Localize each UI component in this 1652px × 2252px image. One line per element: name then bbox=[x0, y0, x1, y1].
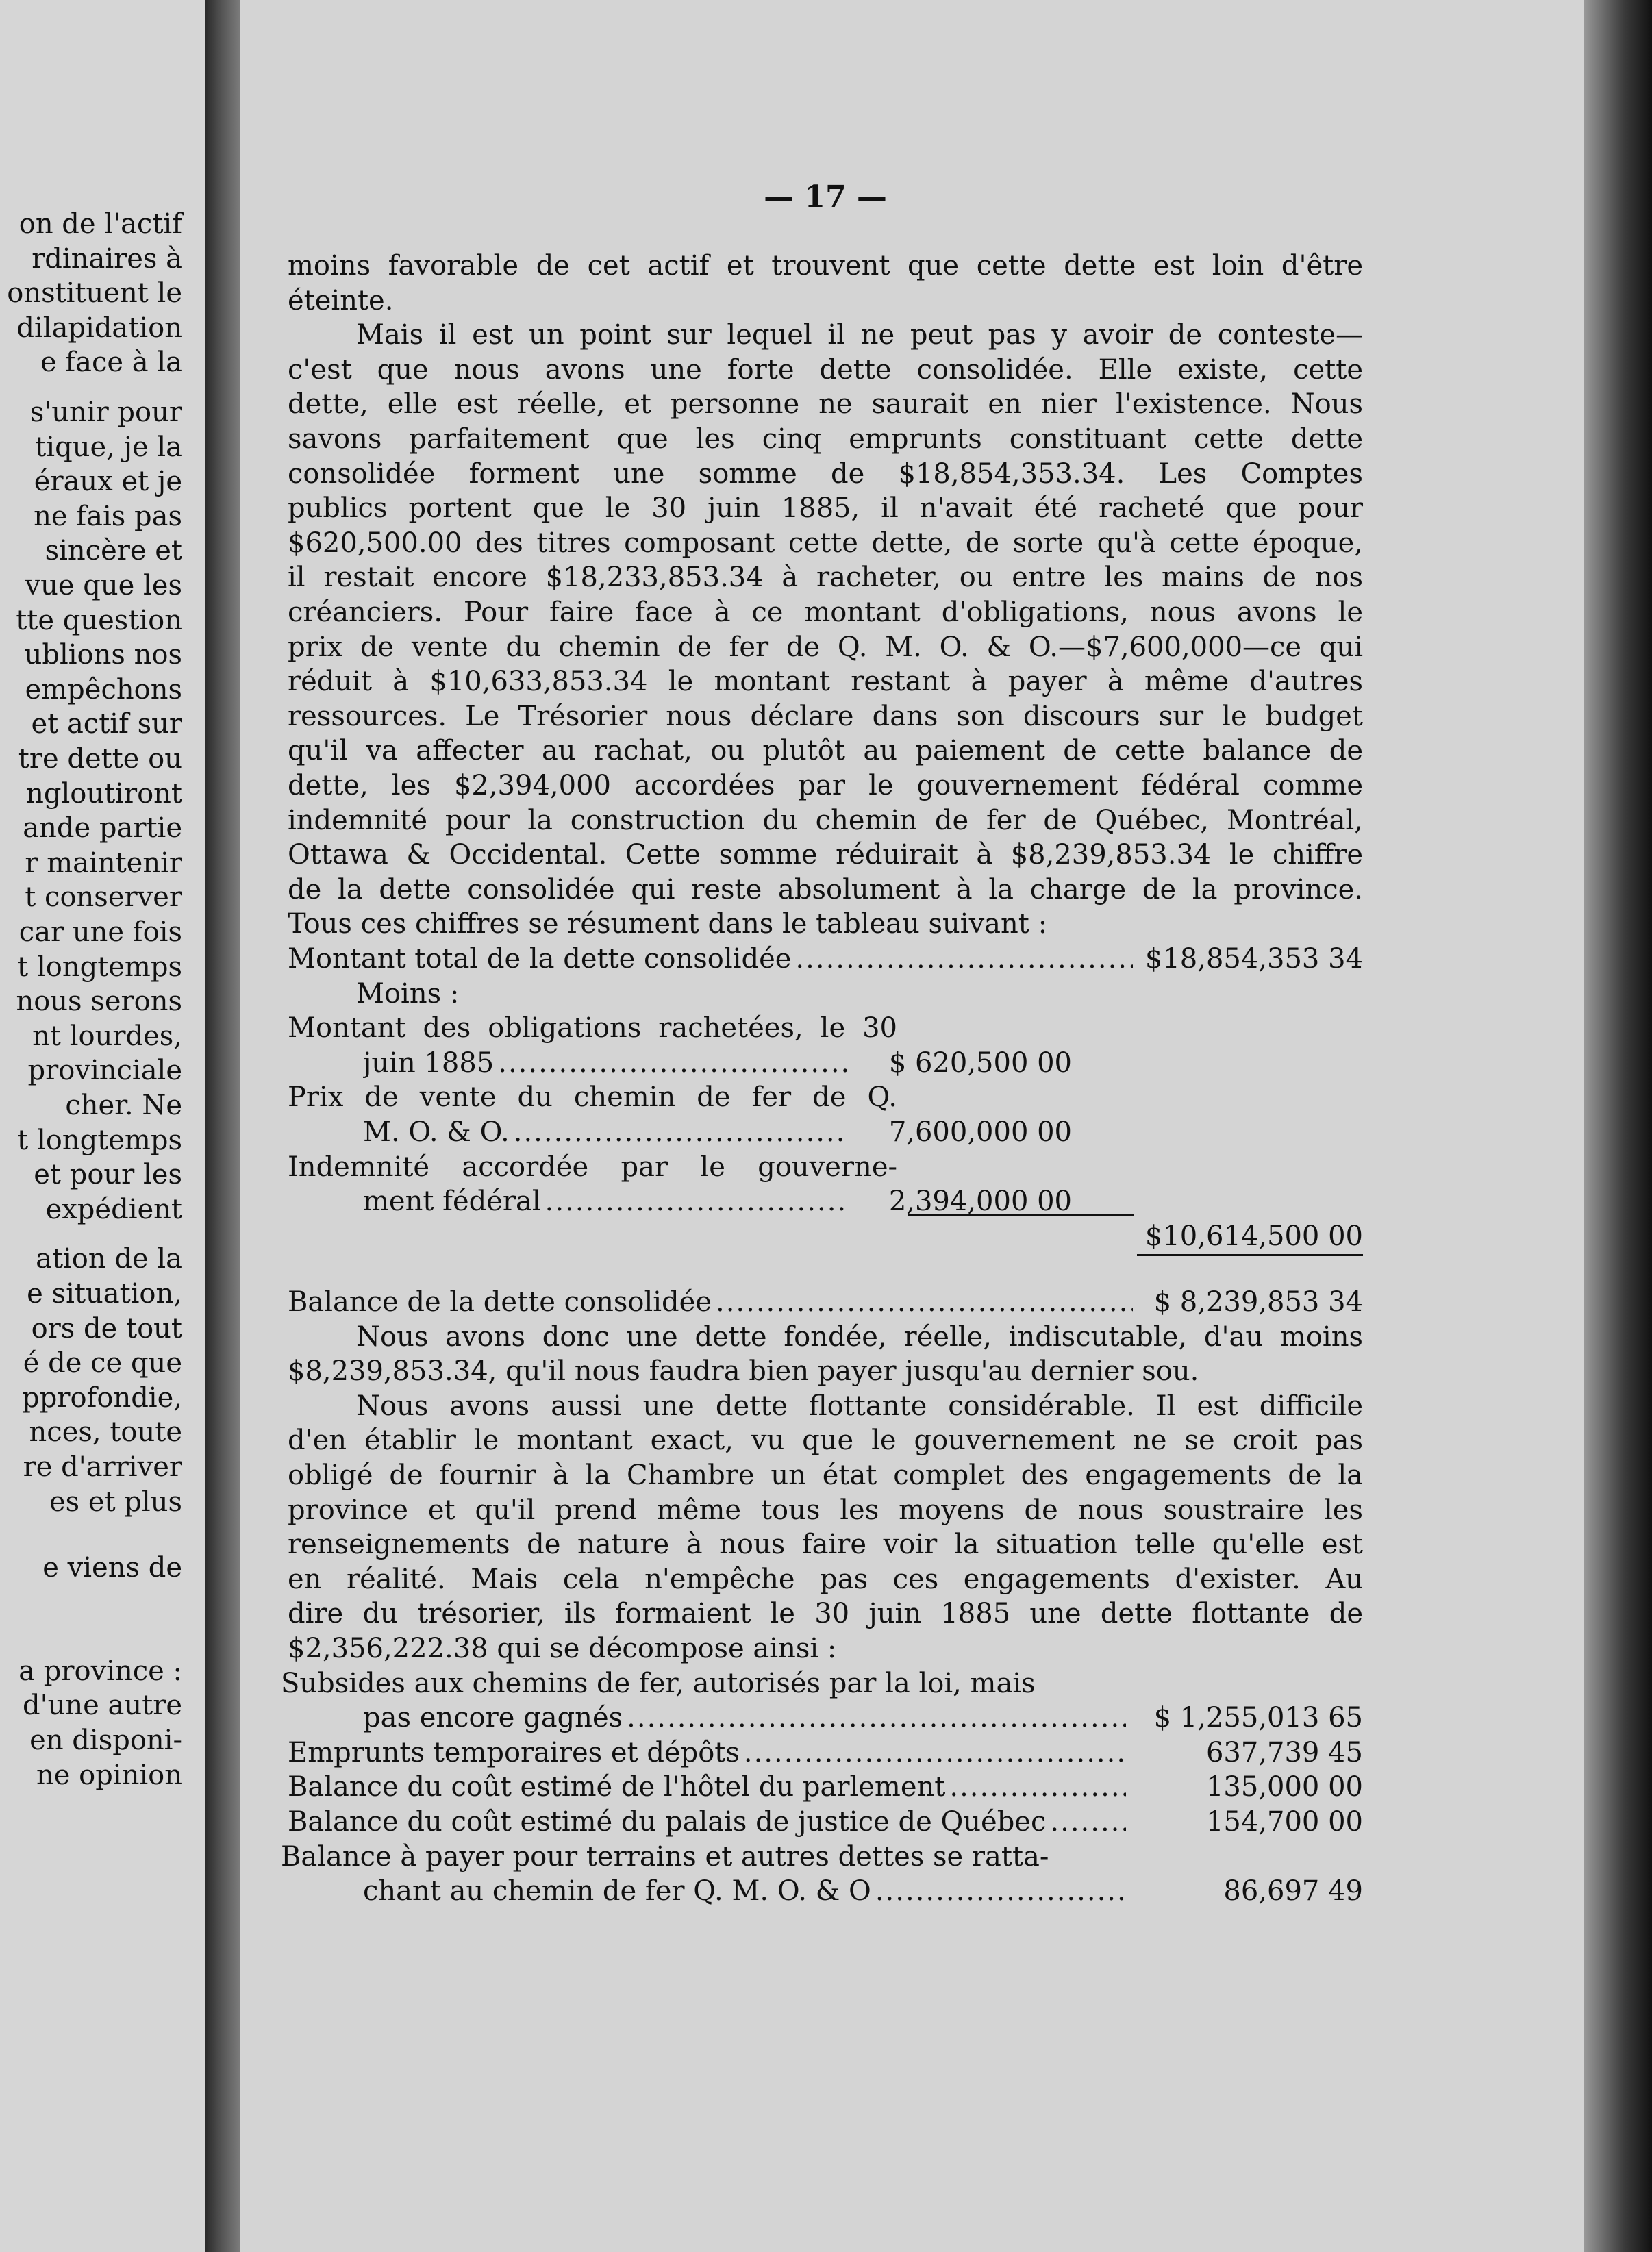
floating-debt-row-amount: 135,000 00 bbox=[1205, 1771, 1363, 1803]
leader-dots bbox=[498, 1045, 849, 1081]
floating-debt-label: Subsides aux chemins de fer, autorisés par la loi, mais bbox=[281, 1668, 1036, 1699]
left-page-fragment: re d'arriver bbox=[23, 1451, 182, 1483]
leader-dots bbox=[949, 1769, 1126, 1805]
left-page-fragment: d'une autre bbox=[23, 1690, 182, 1721]
left-page-fragment: empêchons bbox=[25, 674, 182, 705]
paragraph-line: Nous avons aussi une dette flottante considérable. Il est difficile bbox=[356, 1390, 1363, 1422]
paragraph-line: de la dette consolidée qui reste absolument à la charge de la province. bbox=[288, 874, 1363, 905]
left-page-fragment: e situation, bbox=[27, 1278, 182, 1310]
deduction-row-amount: 2,394,000 00 bbox=[888, 1186, 1072, 1217]
left-page-fragment: s'unir pour bbox=[29, 397, 182, 428]
floating-debt-row-label: Balance du coût estimé de l'hôtel du parlement bbox=[288, 1771, 946, 1803]
left-page-fragment: ande partie bbox=[23, 812, 182, 844]
paragraph-line: il restait encore $18,233,853.34 à racheter, ou entre les mains de nos bbox=[288, 562, 1363, 593]
left-page-fragment: tte question bbox=[16, 605, 182, 636]
floating-debt-row bbox=[288, 1769, 1363, 1805]
paragraph-line: dire du trésorier, ils formaient le 30 juin 1885 une dette flottante de bbox=[288, 1598, 1363, 1629]
paragraph-line: publics portent que le 30 juin 1885, il n'avait été racheté que pour bbox=[288, 492, 1363, 524]
left-page-fragment: on de l'actif bbox=[18, 208, 182, 240]
paragraph-line: c'est que nous avons une forte dette consolidée. Elle existe, cette bbox=[288, 354, 1363, 386]
left-page-fragment: vue que les bbox=[25, 570, 182, 601]
left-page-fragment: e face à la bbox=[40, 347, 182, 378]
left-page-fragment: ublions nos bbox=[24, 639, 182, 671]
left-page-fragment: t longtemps bbox=[17, 951, 182, 983]
paragraph-line: $8,239,853.34, qu'il nous faudra bien payer jusqu'au dernier sou. bbox=[288, 1355, 1199, 1387]
left-page-fragment: a province : bbox=[18, 1655, 182, 1687]
left-page-fragment: provinciale bbox=[27, 1055, 182, 1086]
leader-dots bbox=[716, 1284, 1133, 1320]
floating-debt-row bbox=[288, 1804, 1363, 1840]
left-page-fragment: en disponi- bbox=[29, 1725, 182, 1756]
floating-debt-row-amount: 637,739 45 bbox=[1205, 1737, 1363, 1768]
total-debt-row-amount: $18,854,353 34 bbox=[1144, 943, 1363, 975]
floating-debt-row-label: Emprunts temporaires et dépôts bbox=[288, 1737, 740, 1768]
page-number-line bbox=[288, 179, 1363, 215]
deduction-label: Prix de vente du chemin de fer de Q. bbox=[288, 1081, 897, 1113]
left-page-fragment: ne opinion bbox=[36, 1760, 182, 1791]
paragraph-line: $2,356,222.38 qui se décompose ainsi : bbox=[288, 1633, 837, 1664]
left-page-fragment: e viens de bbox=[42, 1552, 182, 1584]
left-page-fragment: é de ce que bbox=[23, 1347, 182, 1379]
balance-row-amount: $ 8,239,853 34 bbox=[1153, 1286, 1363, 1318]
paragraph-line: prix de vente du chemin de fer de Q. M. O. & O.—$7,600,000—ce qui bbox=[288, 631, 1363, 663]
deduction-row-label: juin 1885 bbox=[363, 1047, 495, 1079]
page-number: — 17 — bbox=[764, 179, 887, 214]
left-page-fragment: onstituent le bbox=[7, 277, 182, 309]
left-page-fragment: ors de tout bbox=[31, 1313, 182, 1344]
leader-dots bbox=[514, 1114, 849, 1150]
page-text-block bbox=[281, 0, 1363, 2252]
moins-label: Moins : bbox=[356, 978, 460, 1010]
floating-debt-row-amount: $ 1,255,013 65 bbox=[1153, 1702, 1363, 1734]
balance-row-label: Balance de la dette consolidée bbox=[288, 1286, 712, 1318]
deduction-row-label: M. O. & O. bbox=[363, 1116, 510, 1148]
left-facing-page bbox=[0, 0, 205, 2252]
paragraph-line: ressources. Le Trésorier nous déclare dans son discours sur le budget bbox=[288, 701, 1363, 732]
left-page-fragment: nt lourdes, bbox=[32, 1021, 182, 1052]
left-page-fragment: tre dette ou bbox=[18, 743, 182, 775]
left-page-fragment: nces, toute bbox=[29, 1416, 182, 1448]
total-debt-row bbox=[288, 941, 1363, 977]
leader-dots bbox=[1050, 1804, 1126, 1840]
paragraph-line: renseignements de nature à nous faire voir la situation telle qu'elle est bbox=[288, 1529, 1363, 1560]
left-page-fragment: tique, je la bbox=[35, 431, 182, 463]
paragraph-line: indemnité pour la construction du chemin de fer de Québec, Montréal, bbox=[288, 805, 1363, 836]
deduction-row-label: ment fédéral bbox=[363, 1186, 541, 1217]
paragraph-line: qu'il va affecter au rachat, ou plutôt au paiement de cette balance de bbox=[288, 735, 1363, 766]
paragraph-line: province et qu'il prend même tous les moyens de nous soustraire les bbox=[288, 1494, 1363, 1526]
floating-debt-row-label: Balance du coût estimé du palais de justice de Québec bbox=[288, 1806, 1047, 1838]
left-page-fragment: expédient bbox=[45, 1194, 182, 1225]
paragraph-line: consolidée forment une somme de $18,854,353.34. Les Comptes bbox=[288, 458, 1363, 490]
left-page-fragment: ne fais pas bbox=[34, 501, 182, 532]
paragraph-line: moins favorable de cet actif et trouvent que cette dette est loin d'être bbox=[288, 250, 1363, 282]
left-page-fragment: ngloutiront bbox=[26, 778, 182, 810]
left-page-fragment: ation de la bbox=[36, 1243, 182, 1275]
deduction-row-amount: $ 620,500 00 bbox=[888, 1047, 1072, 1079]
floating-debt-row-amount: 86,697 49 bbox=[1223, 1875, 1363, 1907]
left-page-fragment: cher. Ne bbox=[65, 1090, 182, 1121]
leader-dots bbox=[795, 941, 1133, 977]
total-debt-row-label: Montant total de la dette consolidée bbox=[288, 943, 792, 975]
paragraph-line: Nous avons donc une dette fondée, réelle, indiscutable, d'au moins bbox=[356, 1321, 1363, 1353]
leader-dots bbox=[744, 1735, 1126, 1771]
left-page-fragment: et pour les bbox=[34, 1159, 182, 1190]
deduction-label: Indemnité accordée par le gouverne- bbox=[288, 1151, 897, 1183]
floating-debt-row bbox=[363, 1873, 1363, 1909]
left-page-fragment: rdinaires à bbox=[32, 243, 182, 275]
page-right-edge bbox=[1584, 0, 1652, 2252]
paragraph-line: dette, elle est réelle, et personne ne saurait en nier l'existence. Nous bbox=[288, 388, 1363, 420]
left-page-fragment: es et plus bbox=[49, 1486, 182, 1518]
left-page-fragment: t longtemps bbox=[17, 1125, 182, 1156]
leader-dots bbox=[875, 1873, 1126, 1909]
paragraph-line: créanciers. Pour faire face à ce montant d'obligations, nous avons le bbox=[288, 597, 1363, 628]
paragraph-line: Ottawa & Occidental. Cette somme réduirait à $8,239,853.34 le chiffre bbox=[288, 839, 1363, 871]
deduction-row bbox=[363, 1045, 1072, 1081]
left-page-fragment: car une fois bbox=[18, 916, 182, 948]
paragraph-line: réduit à $10,633,853.34 le montant restant à payer à même d'autres bbox=[288, 666, 1363, 697]
subtotal-amount: $10,614,500 00 bbox=[1144, 1221, 1363, 1252]
paragraph-line: en réalité. Mais cela n'empêche pas ces engagements d'exister. Au bbox=[288, 1564, 1363, 1595]
floating-debt-row bbox=[288, 1735, 1363, 1771]
left-page-fragment: nous serons bbox=[16, 986, 182, 1017]
floating-debt-label: Balance à payer pour terrains et autres dettes se ratta- bbox=[281, 1841, 1049, 1873]
deduction-row-amount: 7,600,000 00 bbox=[888, 1116, 1072, 1148]
left-page-fragment: et actif sur bbox=[31, 708, 182, 740]
paragraph-line: dette, les $2,394,000 accordées par le gouvernement fédéral comme bbox=[288, 770, 1363, 801]
floating-debt-row-label: chant au chemin de fer Q. M. O. & O bbox=[363, 1875, 871, 1907]
paragraph-line: d'en établir le montant exact, vu que le gouvernement ne se croit pas bbox=[288, 1425, 1363, 1456]
floating-debt-row-label: pas encore gagnés bbox=[363, 1702, 623, 1734]
leader-dots bbox=[545, 1184, 849, 1219]
paragraph-line: éteinte. bbox=[288, 285, 394, 316]
paragraph-line: savons parfaitement que les cinq emprunts constituant cette dette bbox=[288, 423, 1363, 455]
floating-debt-row bbox=[363, 1700, 1363, 1736]
subtotal-rule bbox=[908, 1214, 1134, 1216]
balance-row bbox=[288, 1284, 1363, 1320]
leader-dots bbox=[627, 1700, 1126, 1736]
left-page-fragment: dilapidation bbox=[16, 312, 182, 344]
left-page-fragment: t conserver bbox=[25, 881, 182, 913]
left-page-fragment: éraux et je bbox=[34, 466, 182, 497]
left-page-fragment: sincère et bbox=[45, 535, 182, 566]
left-page-fragment: pprofondie, bbox=[22, 1382, 182, 1414]
paragraph-line: Tous ces chiffres se résument dans le tableau suivant : bbox=[288, 908, 1048, 940]
deduction-row bbox=[363, 1114, 1072, 1150]
paragraph-line: $620,500.00 des titres composant cette dette, de sorte qu'à cette époque, bbox=[288, 527, 1363, 559]
paragraph-line: obligé de fournir à la Chambre un état complet des engagements de la bbox=[288, 1460, 1363, 1491]
left-page-fragment: r maintenir bbox=[25, 847, 182, 879]
paragraph-line: Mais il est un point sur lequel il ne peut pas y avoir de conteste— bbox=[356, 319, 1363, 351]
total-rule bbox=[1137, 1254, 1363, 1256]
floating-debt-row-amount: 154,700 00 bbox=[1205, 1806, 1363, 1838]
deduction-label: Montant des obligations rachetées, le 30 bbox=[288, 1012, 897, 1044]
